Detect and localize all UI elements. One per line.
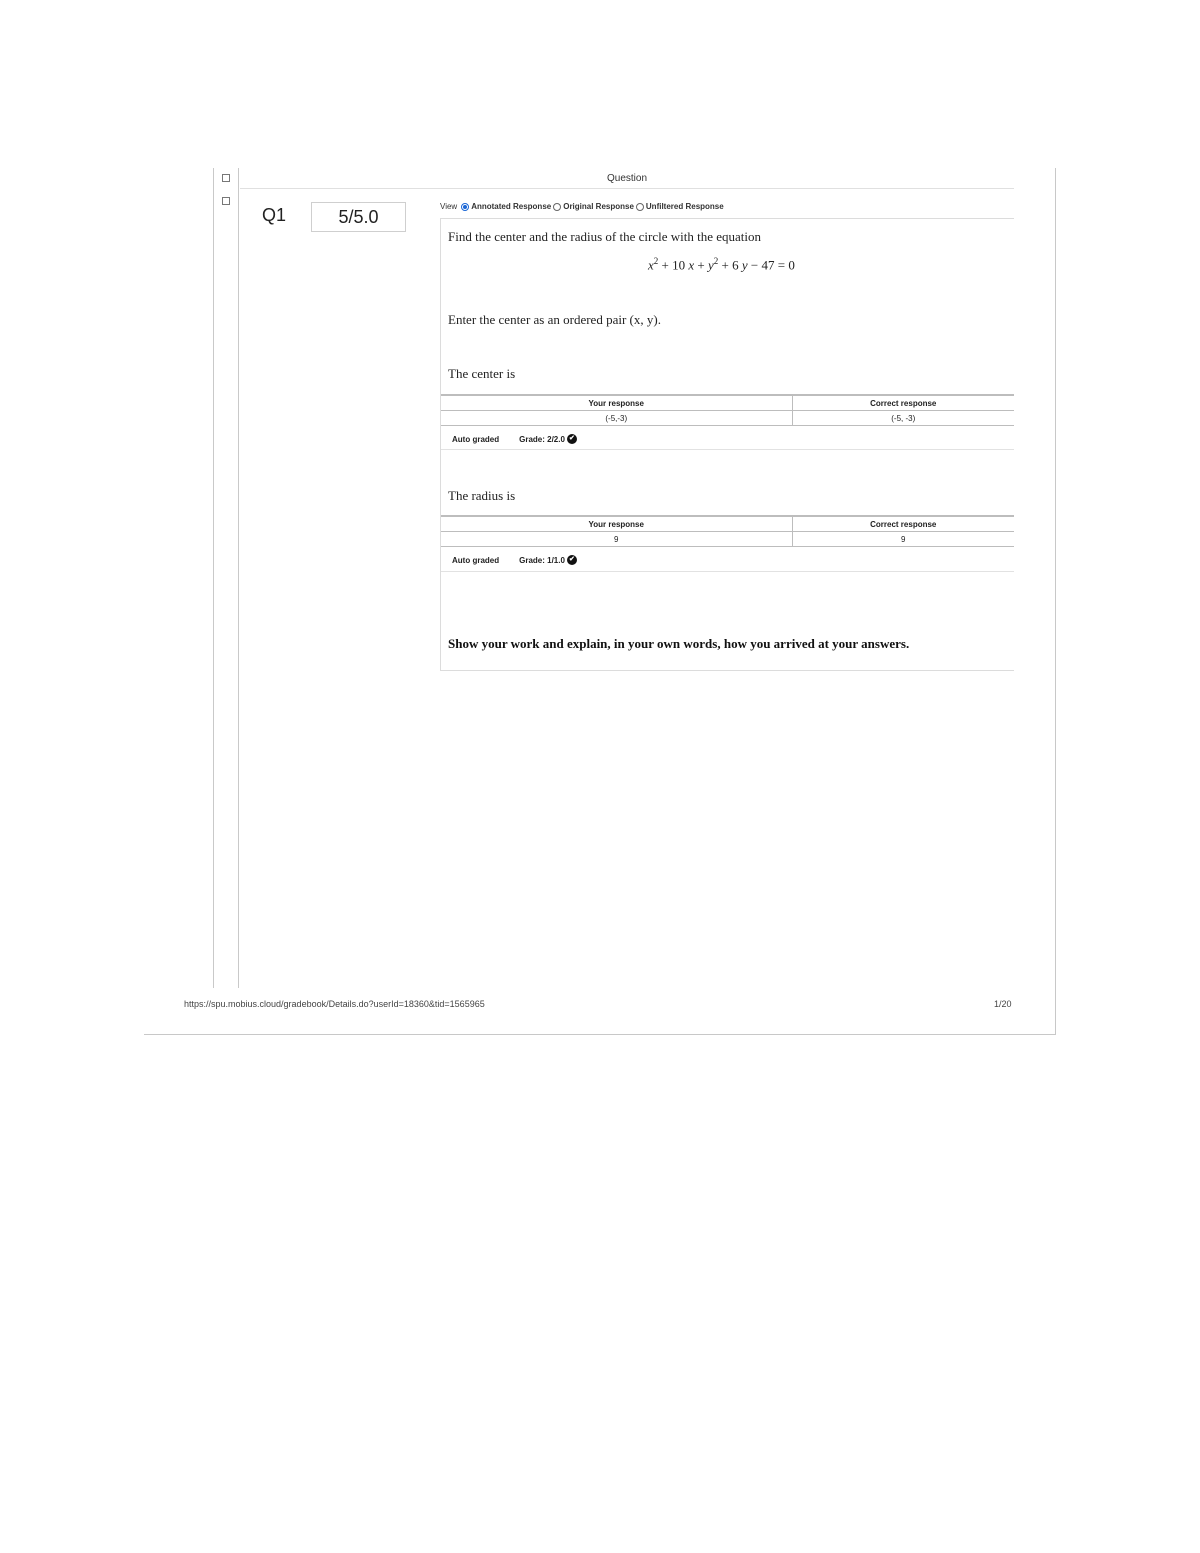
- row-checkbox[interactable]: [222, 197, 230, 205]
- select-all-checkbox[interactable]: [222, 174, 230, 182]
- correct-center-response: (-5, -3): [792, 411, 1014, 426]
- center-response-table: [441, 394, 1014, 426]
- auto-graded-label: Auto graded: [452, 555, 500, 565]
- view-label: View: [440, 202, 458, 211]
- question-column-header: Question: [240, 170, 1014, 189]
- original-response-label[interactable]: Original Response: [563, 202, 634, 211]
- radius-response-table: [441, 515, 1014, 547]
- center-instruction: Enter the center as an ordered pair (x, y).: [448, 312, 661, 327]
- correct-response-header: Correct response: [792, 395, 1014, 411]
- radius-grade-row: [452, 555, 577, 565]
- check-circle-icon: ✔: [567, 434, 577, 444]
- your-radius-response: 9: [441, 532, 792, 547]
- auto-graded-label: Auto graded: [452, 434, 500, 444]
- column-divider: [213, 168, 214, 988]
- question-number: Q1: [262, 205, 287, 225]
- grade-value: Grade: 1/1.0: [519, 555, 565, 565]
- center-grade-row: [452, 434, 577, 444]
- unfiltered-response-radio[interactable]: [636, 203, 644, 211]
- your-response-header: Your response: [441, 516, 792, 532]
- section-divider: [441, 571, 1014, 572]
- check-circle-icon: ✔: [567, 555, 577, 565]
- correct-response-header: Correct response: [792, 516, 1014, 532]
- your-response-header: Your response: [441, 395, 792, 411]
- section-divider: [441, 449, 1014, 450]
- question-score: 5/5.0: [311, 202, 406, 232]
- unfiltered-response-label[interactable]: Unfiltered Response: [645, 202, 724, 211]
- annotated-response-label[interactable]: Annotated Response: [471, 202, 552, 211]
- grade-value: Grade: 2/2.0: [519, 434, 565, 444]
- radius-label: The radius is: [448, 488, 516, 503]
- annotated-response-radio[interactable]: [461, 203, 469, 211]
- column-divider: [238, 168, 239, 988]
- footer-page-number: 1/20: [994, 999, 1012, 1009]
- your-center-response: (-5,-3): [441, 411, 792, 426]
- original-response-radio[interactable]: [553, 203, 561, 211]
- question-content: [440, 218, 1014, 671]
- center-label: The center is: [448, 366, 516, 381]
- circle-equation: $x^2 + 10$ $x + y^2 + 6$ y − 47 = 0: [648, 256, 795, 273]
- work-instruction: Show your work and explain, in your own words, how you arrived at your answers.: [448, 636, 910, 651]
- question-prompt: Find the center and the radius of the circle with the equation: [448, 229, 761, 244]
- correct-radius-response: 9: [792, 532, 1014, 547]
- view-selector: [440, 202, 724, 211]
- footer-url: https://spu.mobius.cloud/gradebook/Details.do?userId=18360&tid=1565965: [184, 999, 485, 1009]
